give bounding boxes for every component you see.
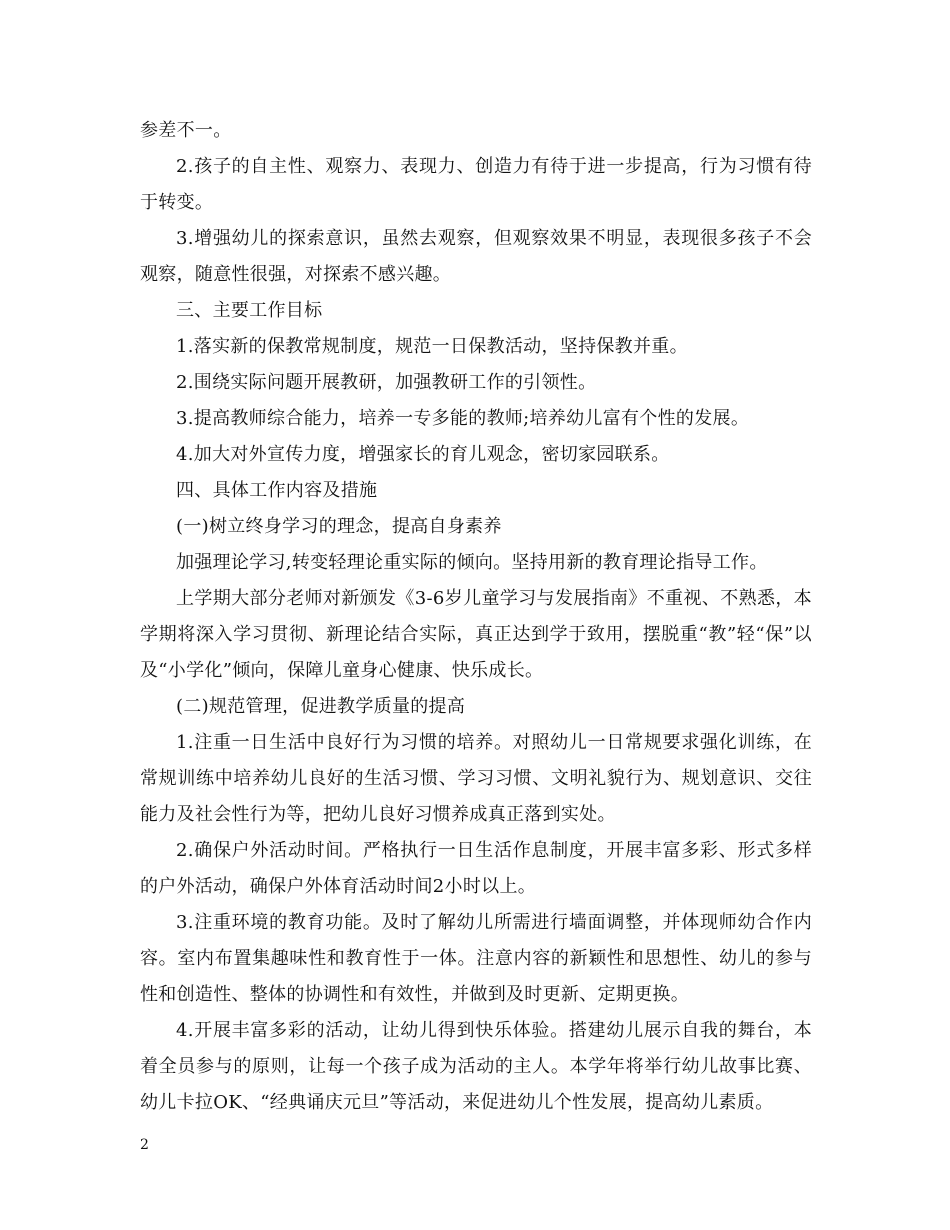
section-heading: 三、主要工作目标 <box>176 300 323 321</box>
paragraph: 参差不一。 <box>140 120 232 141</box>
paragraph: 2.围绕实际问题开展教研，加强教研工作的引领性。 <box>176 372 597 393</box>
paragraph: 1.落实新的保教常规制度，规范一日保教活动，坚持保教并重。 <box>176 336 688 357</box>
subsection-heading: (二)规范管理，促进教学质量的提高 <box>176 696 466 717</box>
page-number: 2 <box>140 1137 149 1153</box>
section-heading: 四、具体工作内容及措施 <box>176 480 378 501</box>
paragraph: 3.增强幼儿的探索意识，虽然去观察，但观察效果不明显，表现很多孩子不会观察，随意性很强，对探索不感兴趣。 <box>140 228 812 285</box>
paragraph: 1.注重一日生活中良好行为习惯的培养。对照幼儿一日常规要求强化训练，在常规训练中培养幼儿良好的生活习惯、学习习惯、文明礼貌行为、规划意识、交往能力及社会性行为等，把幼儿良好习惯养成真正落到实处。 <box>140 732 812 825</box>
paragraph: 4.开展丰富多彩的活动，让幼儿得到快乐体验。搭建幼儿展示自我的舞台，本着全员参与的原则，让每一个孩子成为活动的主人。本学年将举行幼儿故事比赛、幼儿卡拉OK、“经典诵庆元旦”等活动，来促进幼儿个性发展，提高幼儿素质。 <box>140 1020 812 1113</box>
paragraph: 3.注重环境的教育功能。及时了解幼儿所需进行墙面调整，并体现师幼合作内容。室内布置集趣味性和教育性于一体。注意内容的新颖性和思想性、幼儿的参与性和创造性、整体的协调性和有效性，并做到及时更新、定期更换。 <box>140 912 812 1005</box>
paragraph: 3.提高教师综合能力，培养一专多能的教师;培养幼儿富有个性的发展。 <box>176 408 750 429</box>
paragraph: 加强理论学习,转变轻理论重实际的倾向。坚持用新的教育理论指导工作。 <box>176 552 768 573</box>
paragraph: 2.孩子的自主性、观察力、表现力、创造力有待于进一步提高，行为习惯有待于转变。 <box>140 156 812 213</box>
paragraph: 4.加大对外宣传力度，增强家长的育儿观念，密切家园联系。 <box>176 444 670 465</box>
paragraph: 2.确保户外活动时间。严格执行一日生活作息制度，开展丰富多彩、形式多样的户外活动，确保户外体育活动时间2小时以上。 <box>140 840 812 897</box>
document-body <box>140 113 812 1121</box>
subsection-heading: (一)树立终身学习的理念，提高自身素养 <box>176 516 502 537</box>
paragraph: 上学期大部分老师对新颁发《3-6岁儿童学习与发展指南》不重视、不熟悉，本学期将深入学习贯彻、新理论结合实际，真正达到学于致用，摆脱重“教”轻“保”以及“小学化”倾向，保障儿童身心健康、快乐成长。 <box>140 588 812 681</box>
